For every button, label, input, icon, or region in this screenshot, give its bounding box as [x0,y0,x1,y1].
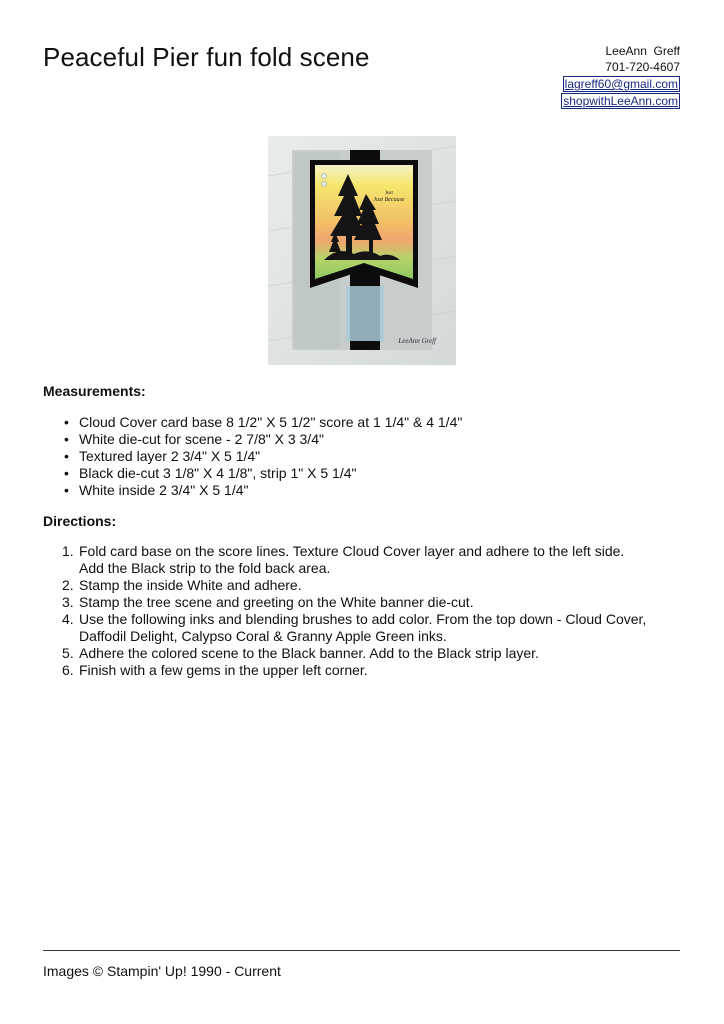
contact-phone: 701-720-4607 [605,60,680,74]
list-item [62,543,646,577]
directions-heading: Directions: [43,513,117,529]
step-number: 2. [62,577,74,593]
step-number: 5. [62,645,74,661]
step-text: Daffodil Delight, Calypso Coral & Granny Apple Green inks. [79,628,447,644]
list-item: • Textured layer 2 3/4" X 5 1/4" [62,448,462,465]
step-number: 1. [62,543,74,559]
list-item: • White die-cut for scene - 2 7/8" X 3 3/4" [62,431,462,448]
gem [321,173,326,178]
list-item [62,645,646,662]
measurements-heading: Measurements: [43,383,146,399]
list-item [62,611,646,645]
email-link[interactable]: lagreff60@gmail.com [564,77,678,91]
page-title: Peaceful Pier fun fold scene [43,42,370,72]
directions-list [62,543,646,679]
contact-block [480,43,680,109]
footer-divider [43,950,680,951]
contact-name: LeeAnn Greff [605,44,680,58]
step-text: Finish with a few gems in the upper left corner. [79,662,368,678]
greeting-text: Just [385,191,393,196]
step-text: Stamp the inside White and adhere. [79,577,302,593]
list-item: • White inside 2 3/4" X 5 1/4" [62,482,462,499]
list-item: • Cloud Cover card base 8 1/2" X 5 1/2" score at 1 1/4" & 4 1/4" [62,414,462,431]
step-text: Fold card base on the score lines. Texture Cloud Cover layer and adhere to the left side. [79,543,625,559]
step-number: 4. [62,611,74,627]
step-text: Use the following inks and blending brushes to add color. From the top down - Cloud Cover, [79,611,647,627]
step-number: 3. [62,594,74,610]
step-text: Adhere the colored scene to the Black banner. Add to the Black strip layer. [79,645,539,661]
step-text: Stamp the tree scene and greeting on the White banner die-cut. [79,594,474,610]
card-photo [268,136,456,365]
list-item [62,577,646,594]
list-item: • Black die-cut 3 1/8" X 4 1/8", strip 1" X 5 1/4" [62,465,462,482]
website-link[interactable]: shopwithLeeAnn.com [563,94,678,108]
list-item [62,662,646,679]
greeting-text-2: Just Because [373,197,405,203]
list-item [62,594,646,611]
gem [321,181,326,186]
step-text: Add the Black strip to the fold back area. [79,560,331,576]
signature-text: LeeAnn Greff [398,337,436,345]
footer-copyright: Images © Stampin' Up! 1990 - Current [43,963,281,979]
measurements-list [62,414,462,499]
step-number: 6. [62,662,74,678]
